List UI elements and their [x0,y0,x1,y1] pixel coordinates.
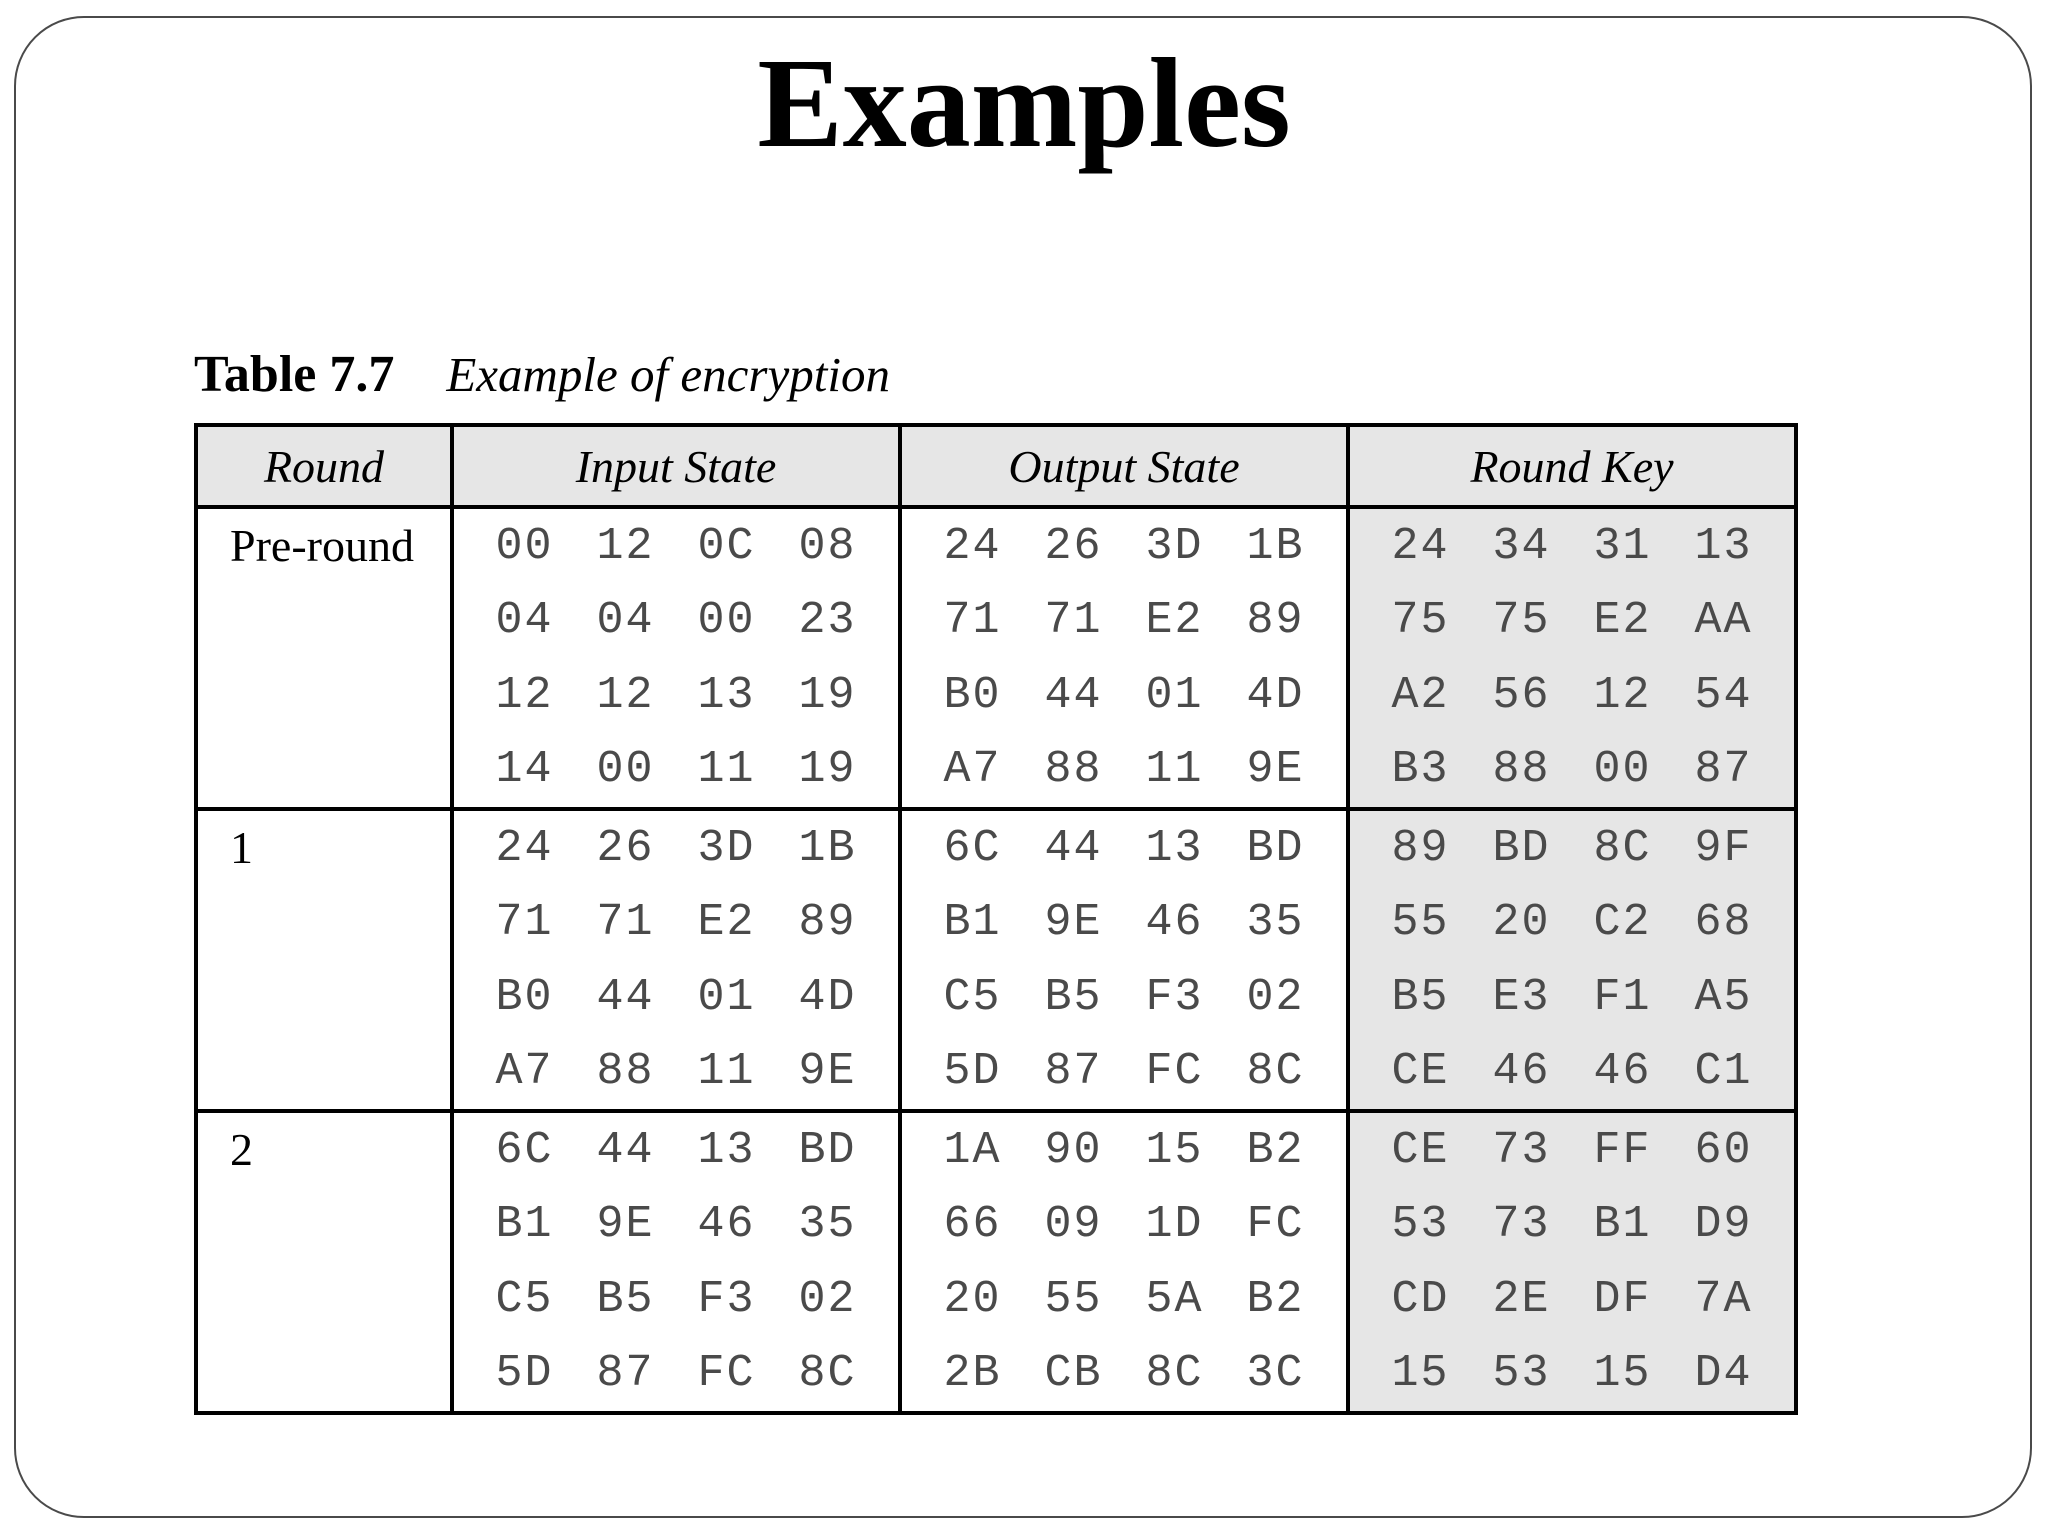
input-state-cell: 12 12 13 19 [452,658,900,733]
input-state-cell: 04 04 00 23 [452,584,900,659]
round-key-cell: 75 75 E2 AA [1348,584,1796,659]
input-state-cell: 14 00 11 19 [452,733,900,810]
input-state-cell: 6C 44 13 BD [452,1111,900,1188]
table-caption [194,340,890,410]
table-header-row [196,425,1796,507]
round-label: 1 [196,809,452,1111]
output-state-cell: 1A 90 15 B2 [900,1111,1348,1188]
table-row [196,809,1796,886]
input-state-cell: C5 B5 F3 02 [452,1262,900,1337]
table-row [196,1111,1796,1188]
output-state-cell: 66 09 1D FC [900,1188,1348,1263]
output-state-cell: 2B CB 8C 3C [900,1337,1348,1414]
header-round: Round [196,425,452,507]
table-number: Table 7.7 [194,346,395,403]
output-state-cell: 20 55 5A B2 [900,1262,1348,1337]
round-key-cell: A2 56 12 54 [1348,658,1796,733]
input-state-cell: A7 88 11 9E [452,1035,900,1112]
output-state-cell: 5D 87 FC 8C [900,1035,1348,1112]
output-state-cell: C5 B5 F3 02 [900,960,1348,1035]
input-state-cell: B1 9E 46 35 [452,1188,900,1263]
round-key-cell: 55 20 C2 68 [1348,886,1796,961]
round-key-cell: CD 2E DF 7A [1348,1262,1796,1337]
output-state-cell: 6C 44 13 BD [900,809,1348,886]
header-input-state: Input State [452,425,900,507]
round-label: Pre-round [196,507,452,809]
header-round-key: Round Key [1348,425,1796,507]
header-output-state: Output State [900,425,1348,507]
round-key-cell: 24 34 31 13 [1348,507,1796,584]
output-state-cell: B0 44 01 4D [900,658,1348,733]
round-key-cell: 53 73 B1 D9 [1348,1188,1796,1263]
round-key-cell: B3 88 00 87 [1348,733,1796,810]
output-state-cell: 71 71 E2 89 [900,584,1348,659]
output-state-cell: A7 88 11 9E [900,733,1348,810]
input-state-cell: B0 44 01 4D [452,960,900,1035]
encryption-table [194,423,1798,1415]
input-state-cell: 00 12 0C 08 [452,507,900,584]
round-label: 2 [196,1111,452,1413]
round-key-cell: 15 53 15 D4 [1348,1337,1796,1414]
input-state-cell: 24 26 3D 1B [452,809,900,886]
round-key-cell: CE 73 FF 60 [1348,1111,1796,1188]
round-key-cell: B5 E3 F1 A5 [1348,960,1796,1035]
round-key-cell: 89 BD 8C 9F [1348,809,1796,886]
input-state-cell: 71 71 E2 89 [452,886,900,961]
table-row [196,507,1796,584]
slide-title: Examples [757,32,1291,174]
round-key-cell: CE 46 46 C1 [1348,1035,1796,1112]
table-caption-text: Example of encryption [446,347,890,402]
input-state-cell: 5D 87 FC 8C [452,1337,900,1414]
output-state-cell: B1 9E 46 35 [900,886,1348,961]
output-state-cell: 24 26 3D 1B [900,507,1348,584]
